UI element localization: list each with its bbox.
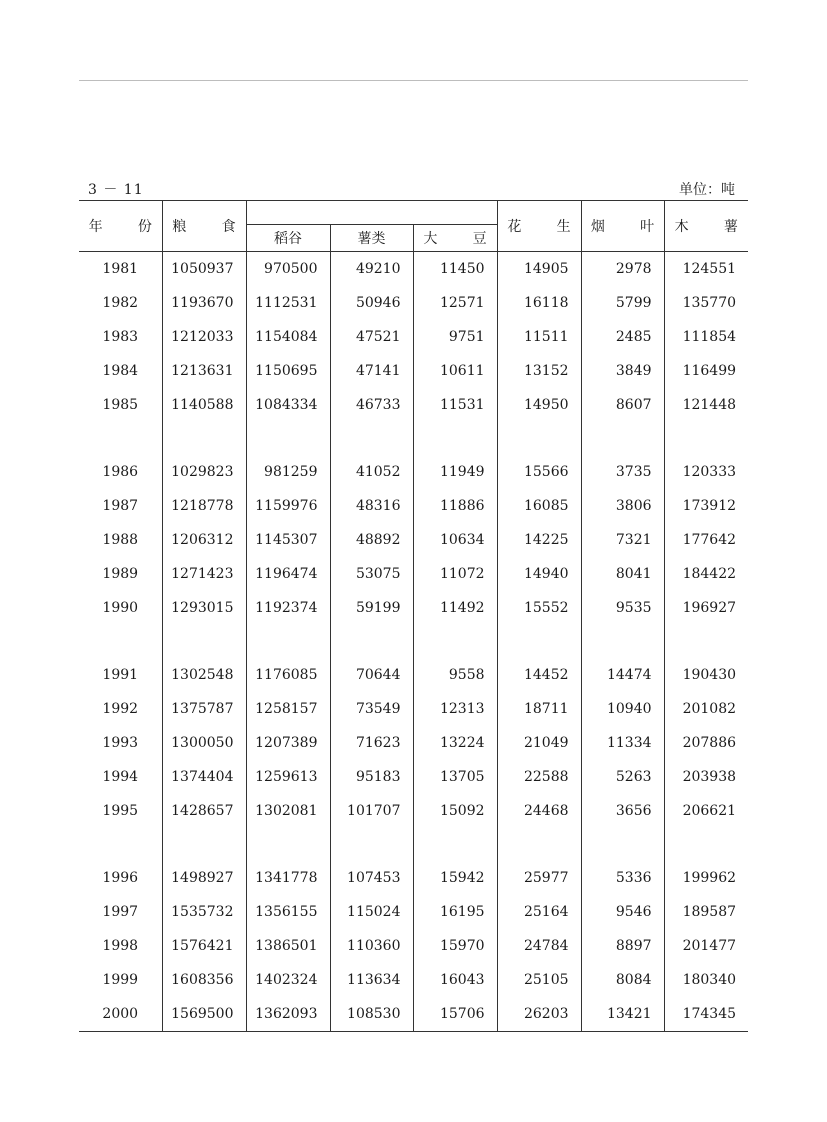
- cell-rice: 1207389: [246, 726, 330, 760]
- table-row: [79, 658, 748, 692]
- spacer-cell: [413, 625, 497, 658]
- header-tubers: 薯类: [330, 225, 413, 252]
- spacer-cell: [330, 422, 413, 455]
- cell-year: 1997: [102, 904, 139, 920]
- cell-tobacco: 5263: [581, 760, 664, 794]
- table-row: [79, 388, 748, 422]
- table-row: [79, 523, 748, 557]
- spacer-cell: [664, 422, 748, 455]
- cell-grain: 1375787: [162, 692, 246, 726]
- cell-year: 1995: [102, 803, 139, 819]
- cell-year: 1996: [102, 870, 139, 886]
- cell-rice: 1356155: [246, 895, 330, 929]
- cell-year: 1986: [102, 464, 139, 480]
- cell-cassava: 189587: [664, 895, 748, 929]
- cell-rice: 1084334: [246, 388, 330, 422]
- cell-peanut: 14950: [497, 388, 581, 422]
- cell-rice: 1150695: [246, 354, 330, 388]
- cell-cassava: 116499: [664, 354, 748, 388]
- cell-peanut: 24784: [497, 929, 581, 963]
- table-row: [79, 455, 748, 489]
- cell-tubers: 113634: [330, 963, 413, 997]
- cell-tubers: 48892: [330, 523, 413, 557]
- cell-grain: 1140588: [162, 388, 246, 422]
- cell-soybean: 16195: [413, 895, 497, 929]
- cell-soybean: 12571: [413, 286, 497, 320]
- cell-soybean: 11450: [413, 252, 497, 287]
- cell-soybean: 13705: [413, 760, 497, 794]
- cell-grain: 1569500: [162, 997, 246, 1032]
- cell-year: 1984: [102, 363, 139, 379]
- cell-tobacco: 11334: [581, 726, 664, 760]
- cell-tobacco: 13421: [581, 997, 664, 1032]
- header-cassava: 木 薯: [664, 201, 748, 252]
- spacer-cell: [664, 625, 748, 658]
- cell-rice: 1362093: [246, 997, 330, 1032]
- cell-cassava: 199962: [664, 861, 748, 895]
- cell-peanut: 25105: [497, 963, 581, 997]
- table-number: 3 － 11: [88, 182, 144, 198]
- cell-grain: 1218778: [162, 489, 246, 523]
- header-grain: 粮 食: [162, 201, 246, 252]
- table-row: [79, 320, 748, 354]
- cell-rice: 1402324: [246, 963, 330, 997]
- spacer-cell: [497, 625, 581, 658]
- cell-tubers: 53075: [330, 557, 413, 591]
- spacer-cell: [246, 625, 330, 658]
- cell-rice: 1159976: [246, 489, 330, 523]
- spacer-cell: [664, 828, 748, 861]
- cell-year: 1983: [102, 329, 139, 345]
- cell-year: 1989: [102, 566, 139, 582]
- cell-cassava: 207886: [664, 726, 748, 760]
- cell-peanut: 25164: [497, 895, 581, 929]
- cell-grain: 1428657: [162, 794, 246, 828]
- cell-grain: 1212033: [162, 320, 246, 354]
- spacer-cell: [413, 828, 497, 861]
- table-row: [79, 963, 748, 997]
- cell-peanut: 16118: [497, 286, 581, 320]
- spacer-cell: [581, 422, 664, 455]
- cell-tubers: 47141: [330, 354, 413, 388]
- cell-cassava: 180340: [664, 963, 748, 997]
- cell-tubers: 101707: [330, 794, 413, 828]
- cell-cassava: 203938: [664, 760, 748, 794]
- cell-grain: 1193670: [162, 286, 246, 320]
- header-peanut: 花 生: [497, 201, 581, 252]
- cell-rice: 1386501: [246, 929, 330, 963]
- cell-peanut: 14940: [497, 557, 581, 591]
- table-row: [79, 794, 748, 828]
- cell-cassava: 206621: [664, 794, 748, 828]
- cell-grain: 1293015: [162, 591, 246, 625]
- cell-year: 1981: [102, 261, 139, 277]
- cell-year: 1987: [102, 498, 139, 514]
- table-row: [79, 692, 748, 726]
- cell-grain: 1374404: [162, 760, 246, 794]
- cell-grain: 1271423: [162, 557, 246, 591]
- cell-year: 1994: [102, 769, 139, 785]
- cell-tobacco: 5336: [581, 861, 664, 895]
- cell-year: 1982: [102, 295, 139, 311]
- cell-soybean: 12313: [413, 692, 497, 726]
- cell-peanut: 14452: [497, 658, 581, 692]
- cell-peanut: 25977: [497, 861, 581, 895]
- cell-year: 1990: [102, 600, 139, 616]
- spacer-cell: [581, 625, 664, 658]
- cell-rice: 1259613: [246, 760, 330, 794]
- cell-soybean: 11072: [413, 557, 497, 591]
- spacer-cell: [497, 828, 581, 861]
- spacer-cell: [79, 828, 162, 861]
- cell-tubers: 115024: [330, 895, 413, 929]
- cell-peanut: 21049: [497, 726, 581, 760]
- header-soybean: 大 豆: [413, 225, 497, 252]
- cell-tubers: 48316: [330, 489, 413, 523]
- cell-tobacco: 10940: [581, 692, 664, 726]
- cell-year: 1985: [102, 397, 139, 413]
- cell-peanut: 15552: [497, 591, 581, 625]
- cell-soybean: 15942: [413, 861, 497, 895]
- cell-tobacco: 9546: [581, 895, 664, 929]
- cell-rice: 1341778: [246, 861, 330, 895]
- spacer-cell: [162, 422, 246, 455]
- header-year: 年 份: [79, 201, 162, 252]
- cell-soybean: 15970: [413, 929, 497, 963]
- cell-rice: 1112531: [246, 286, 330, 320]
- cell-tobacco: 3849: [581, 354, 664, 388]
- spacer-cell: [413, 422, 497, 455]
- table-row: [79, 252, 748, 287]
- cell-year: 1999: [102, 972, 139, 988]
- cell-tubers: 46733: [330, 388, 413, 422]
- page-top-rule: [79, 80, 748, 81]
- cell-tobacco: 7321: [581, 523, 664, 557]
- cell-rice: 1196474: [246, 557, 330, 591]
- table-row: [79, 591, 748, 625]
- cell-rice: 1192374: [246, 591, 330, 625]
- cell-tubers: 108530: [330, 997, 413, 1032]
- group-spacer: [79, 828, 748, 861]
- cell-tobacco: 14474: [581, 658, 664, 692]
- cell-peanut: 14905: [497, 252, 581, 287]
- cell-tobacco: 5799: [581, 286, 664, 320]
- spacer-cell: [497, 422, 581, 455]
- cell-peanut: 24468: [497, 794, 581, 828]
- cell-rice: 1154084: [246, 320, 330, 354]
- cell-cassava: 173912: [664, 489, 748, 523]
- spacer-cell: [79, 625, 162, 658]
- cell-peanut: 14225: [497, 523, 581, 557]
- table-body: [79, 252, 748, 1032]
- cell-soybean: 9751: [413, 320, 497, 354]
- cell-cassava: 201082: [664, 692, 748, 726]
- cell-peanut: 26203: [497, 997, 581, 1032]
- cell-soybean: 16043: [413, 963, 497, 997]
- cell-cassava: 196927: [664, 591, 748, 625]
- table-row: [79, 726, 748, 760]
- cell-peanut: 11511: [497, 320, 581, 354]
- table-row: [79, 861, 748, 895]
- cell-grain: 1535732: [162, 895, 246, 929]
- table-row: [79, 489, 748, 523]
- spacer-cell: [246, 828, 330, 861]
- cell-peanut: 15566: [497, 455, 581, 489]
- cell-tubers: 41052: [330, 455, 413, 489]
- cell-soybean: 15092: [413, 794, 497, 828]
- cell-tobacco: 2485: [581, 320, 664, 354]
- cell-rice: 1176085: [246, 658, 330, 692]
- cell-peanut: 16085: [497, 489, 581, 523]
- cell-cassava: 177642: [664, 523, 748, 557]
- table-row: [79, 760, 748, 794]
- cell-grain: 1029823: [162, 455, 246, 489]
- cell-cassava: 190430: [664, 658, 748, 692]
- table-row: [79, 354, 748, 388]
- cell-tobacco: 3806: [581, 489, 664, 523]
- cell-tobacco: 3656: [581, 794, 664, 828]
- group-spacer: [79, 625, 748, 658]
- cell-tobacco: 3735: [581, 455, 664, 489]
- cell-cassava: 201477: [664, 929, 748, 963]
- cell-tubers: 47521: [330, 320, 413, 354]
- cell-tobacco: 8041: [581, 557, 664, 591]
- spacer-cell: [162, 625, 246, 658]
- cell-tubers: 59199: [330, 591, 413, 625]
- cell-soybean: 13224: [413, 726, 497, 760]
- cell-year: 2000: [79, 997, 162, 1032]
- table-row: [79, 895, 748, 929]
- table-row: [79, 557, 748, 591]
- cell-tobacco: 9535: [581, 591, 664, 625]
- header-tobacco: 烟 叶: [581, 201, 664, 252]
- cell-tobacco: 8084: [581, 963, 664, 997]
- cell-soybean: 10611: [413, 354, 497, 388]
- unit-label: 单位：吨: [679, 182, 735, 198]
- cell-tubers: 71623: [330, 726, 413, 760]
- cell-year: 1988: [102, 532, 139, 548]
- cell-grain: 1576421: [162, 929, 246, 963]
- table-row: [79, 286, 748, 320]
- cell-cassava: 135770: [664, 286, 748, 320]
- cell-tubers: 107453: [330, 861, 413, 895]
- cell-grain: 1608356: [162, 963, 246, 997]
- cell-soybean: 15706: [413, 997, 497, 1032]
- cell-peanut: 22588: [497, 760, 581, 794]
- spacer-cell: [330, 625, 413, 658]
- cell-cassava: 184422: [664, 557, 748, 591]
- cell-cassava: 120333: [664, 455, 748, 489]
- group-spacer: [79, 422, 748, 455]
- cell-year: 1991: [102, 667, 139, 683]
- cell-tubers: 49210: [330, 252, 413, 287]
- spacer-cell: [581, 828, 664, 861]
- cell-year: 1993: [102, 735, 139, 751]
- cell-soybean: 11949: [413, 455, 497, 489]
- cell-soybean: 11492: [413, 591, 497, 625]
- cell-cassava: 124551: [664, 252, 748, 287]
- spacer-cell: [246, 422, 330, 455]
- crop-output-table: [79, 200, 754, 1032]
- spacer-cell: [330, 828, 413, 861]
- cell-soybean: 10634: [413, 523, 497, 557]
- cell-grain: 1206312: [162, 523, 246, 557]
- cell-soybean: 9558: [413, 658, 497, 692]
- cell-year: 1992: [102, 701, 139, 717]
- cell-grain: 1498927: [162, 861, 246, 895]
- cell-grain: 1213631: [162, 354, 246, 388]
- cell-tubers: 110360: [330, 929, 413, 963]
- cell-cassava: 121448: [664, 388, 748, 422]
- cell-grain: 1302548: [162, 658, 246, 692]
- cell-tobacco: 2978: [581, 252, 664, 287]
- spacer-cell: [79, 422, 162, 455]
- cell-tubers: 70644: [330, 658, 413, 692]
- table-row: [79, 929, 748, 963]
- cell-peanut: 18711: [497, 692, 581, 726]
- table-row: [79, 997, 748, 1032]
- cell-rice: 1258157: [246, 692, 330, 726]
- cell-tubers: 50946: [330, 286, 413, 320]
- cell-rice: 970500: [246, 252, 330, 287]
- cell-year: 1998: [102, 938, 139, 954]
- cell-grain: 1050937: [162, 252, 246, 287]
- cell-soybean: 11886: [413, 489, 497, 523]
- cell-tubers: 95183: [330, 760, 413, 794]
- cell-peanut: 13152: [497, 354, 581, 388]
- cell-grain: 1300050: [162, 726, 246, 760]
- cell-rice: 1145307: [246, 523, 330, 557]
- cell-tobacco: 8607: [581, 388, 664, 422]
- cell-cassava: 174345: [664, 997, 748, 1032]
- cell-tubers: 73549: [330, 692, 413, 726]
- cell-tobacco: 8897: [581, 929, 664, 963]
- header-grain-subgroup: [246, 201, 497, 225]
- cell-rice: 1302081: [246, 794, 330, 828]
- header-rice: 稻谷: [246, 225, 330, 252]
- spacer-cell: [162, 828, 246, 861]
- cell-cassava: 111854: [664, 320, 748, 354]
- cell-soybean: 11531: [413, 388, 497, 422]
- cell-rice: 981259: [246, 455, 330, 489]
